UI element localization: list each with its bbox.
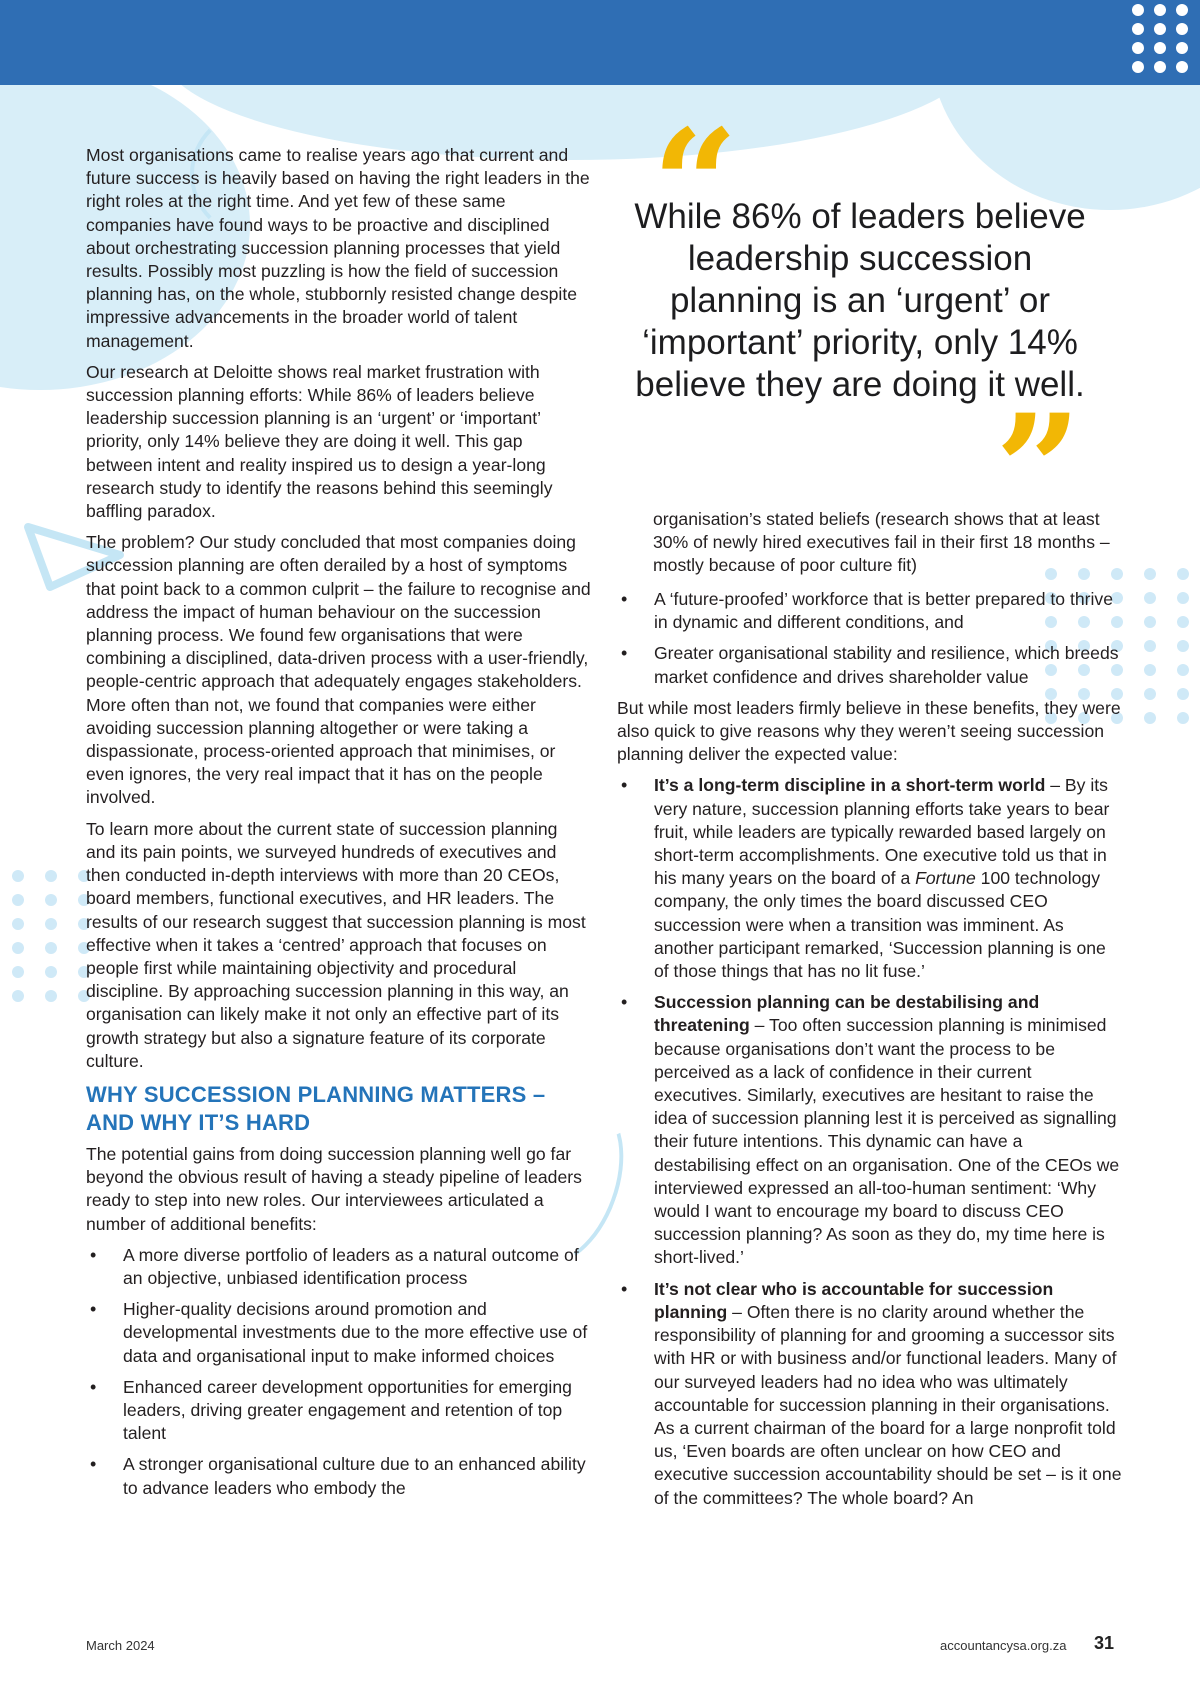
open-quote-mark: “ bbox=[652, 97, 739, 273]
reason-title: It’s not clear who is accountable for succession planning bbox=[654, 1278, 1054, 1322]
left-column bbox=[86, 144, 591, 1508]
list-item bbox=[617, 991, 1123, 1269]
reason-text: – Often there is no clarity around whether the responsibility of planning for and grooming a successor sits with HR or with business and/or functional leaders. Many of our surveyed leaders had no idea who was ultimately accountable for succession planning in their organisations. As a current chairman of the board for a large nonprofit told us, ‘Even boards are often unclear on how CEO and executive succession accountability should be set – is it one of the committees? The whole board? An bbox=[654, 1301, 1122, 1508]
list-item: • Higher-quality decisions around promotion and developmental investments due to the more effective use of data and organisational input to make informed choices bbox=[86, 1298, 591, 1368]
continued-bullet-text bbox=[653, 508, 1123, 586]
right-column bbox=[617, 588, 1123, 1518]
body-paragraph: Most organisations came to realise years ago that current and future success is heavily based on having the right leaders in the right roles at the right time. And yet few of these same companies have found ways to be proactive and disciplined about orchestrating succession planning processes that yield results. Possibly most puzzling is how the field of succession planning has, on the whole, stubbornly resisted change despite impressive advancements in the broader world of talent management. bbox=[86, 145, 590, 351]
reason-title: It’s a long-term discipline in a short-term world bbox=[654, 775, 1046, 796]
pull-quote: While 86% of leaders believe leadership succession planning is an ‘urgent’ or ‘important’ priority, only 14% believe they are doing it well. bbox=[634, 197, 1086, 404]
list-item bbox=[617, 1278, 1123, 1510]
page-number: 31 bbox=[1094, 1633, 1115, 1653]
reason-text-italic: Fortune bbox=[915, 868, 976, 889]
body-paragraph: But while most leaders firmly believe in these benefits, they were also quick to give reasons why they weren’t seeing succession planning deliver the expected value: bbox=[617, 697, 1121, 765]
list-item: • Greater organisational stability and resilience, which breeds market confidence and drives shareholder value bbox=[617, 642, 1123, 688]
section-heading: WHY SUCCESSION PLANNING MATTERS – AND WHY IT’S HARD bbox=[86, 1081, 546, 1135]
reason-text: 100 technology company, the only times the board discussed CEO succession were when a transition was imminent. As another participant remarked, ‘Succession planning is one of those things that has no lit fuse.’ bbox=[654, 868, 1106, 982]
body-paragraph: Our research at Deloitte shows real market frustration with succession planning efforts: While 86% of leaders believe leadership succession planning is an ‘urgent’ or ‘important’ priority, only 14% believe they are doing it well. This gap between intent and reality inspired us to design a year-long research study to identify the reasons behind this seemingly baffling paradox. bbox=[86, 361, 553, 522]
list-item: • A more diverse portfolio of leaders as a natural outcome of an objective, unbiased identification process bbox=[86, 1244, 591, 1290]
list-item: • Enhanced career development opportunities for emerging leaders, driving greater engagement and retention of top talent bbox=[86, 1376, 591, 1446]
list-item: • A stronger organisational culture due to an enhanced ability to advance leaders who embody the bbox=[86, 1453, 591, 1499]
list-item: • A ‘future-proofed’ workforce that is better prepared to thrive in dynamic and different conditions, and bbox=[617, 588, 1123, 634]
header-bar bbox=[0, 0, 1200, 85]
benefits-list-continued bbox=[617, 588, 1123, 689]
reason-text: – Too often succession planning is minimised because organisations don’t want the process to be perceived as a lack of confidence in their current executives. Similarly, executives are hesitant to raise the idea of succession planning lest it is perceived as signalling their future intentions. This dynamic can have a destabilising effect on an organisation. One of the CEOs we interviewed expressed an all-too-human sentiment: ‘Why would I want to encourage my board to discuss CEO succession planning? As soon as they do, my time here is short-lived.’ bbox=[654, 1015, 1120, 1268]
footer-website-link[interactable]: accountancysa.org.za bbox=[940, 1638, 1067, 1653]
benefits-list bbox=[86, 1244, 591, 1500]
list-item bbox=[617, 774, 1123, 983]
close-quote-mark: ” bbox=[995, 382, 1082, 558]
body-paragraph: The problem? Our study concluded that most companies doing succession planning are often derailed by a host of symptoms that point back to a common culprit – the failure to recognise and address the impact of human behaviour on the succession planning process. We found few organisations that were combining a disciplined, data-driven process with a user-friendly, people-centric approach that adequately engages stakeholders. More often than not, we found that companies were either avoiding succession planning altogether or were taking a dispassionate, process-oriented approach that minimises, or even ignores, the very real impact that it has on the people involved. bbox=[86, 532, 591, 808]
body-paragraph: organisation’s stated beliefs (research shows that at least 30% of newly hired executives fail in their first 18 months – mostly because of poor culture fit) bbox=[653, 509, 1110, 576]
body-paragraph: To learn more about the current state of succession planning and its pain points, we surveyed hundreds of executives and then conducted in-depth interviews with more than 20 CEOs, board members, functional executives, and HR leaders. The results of our research suggest that succession planning is most effective when it takes a ‘centred’ approach that focuses on people first while maintaining objectivity and procedural discipline. By approaching succession planning in this way, an organisation can likely make it not only an effective part of its growth strategy but also a signature feature of its corporate culture. bbox=[86, 818, 586, 1071]
footer-date: March 2024 bbox=[86, 1638, 155, 1653]
body-paragraph: The potential gains from doing succession planning well go far beyond the obvious result of having a steady pipeline of leaders ready to step into new roles. Our interviewees articulated a number of additional benefits: bbox=[86, 1143, 582, 1234]
reason-text: – By its very nature, succession planning efforts take years to bear fruit, while leaders are typically rewarded based largely on short-term accomplishments. One executive told us that in his many years on the board of a bbox=[654, 775, 1110, 889]
reasons-list bbox=[617, 774, 1123, 1509]
reason-title: Succession planning can be destabilising and threatening bbox=[654, 992, 1040, 1036]
